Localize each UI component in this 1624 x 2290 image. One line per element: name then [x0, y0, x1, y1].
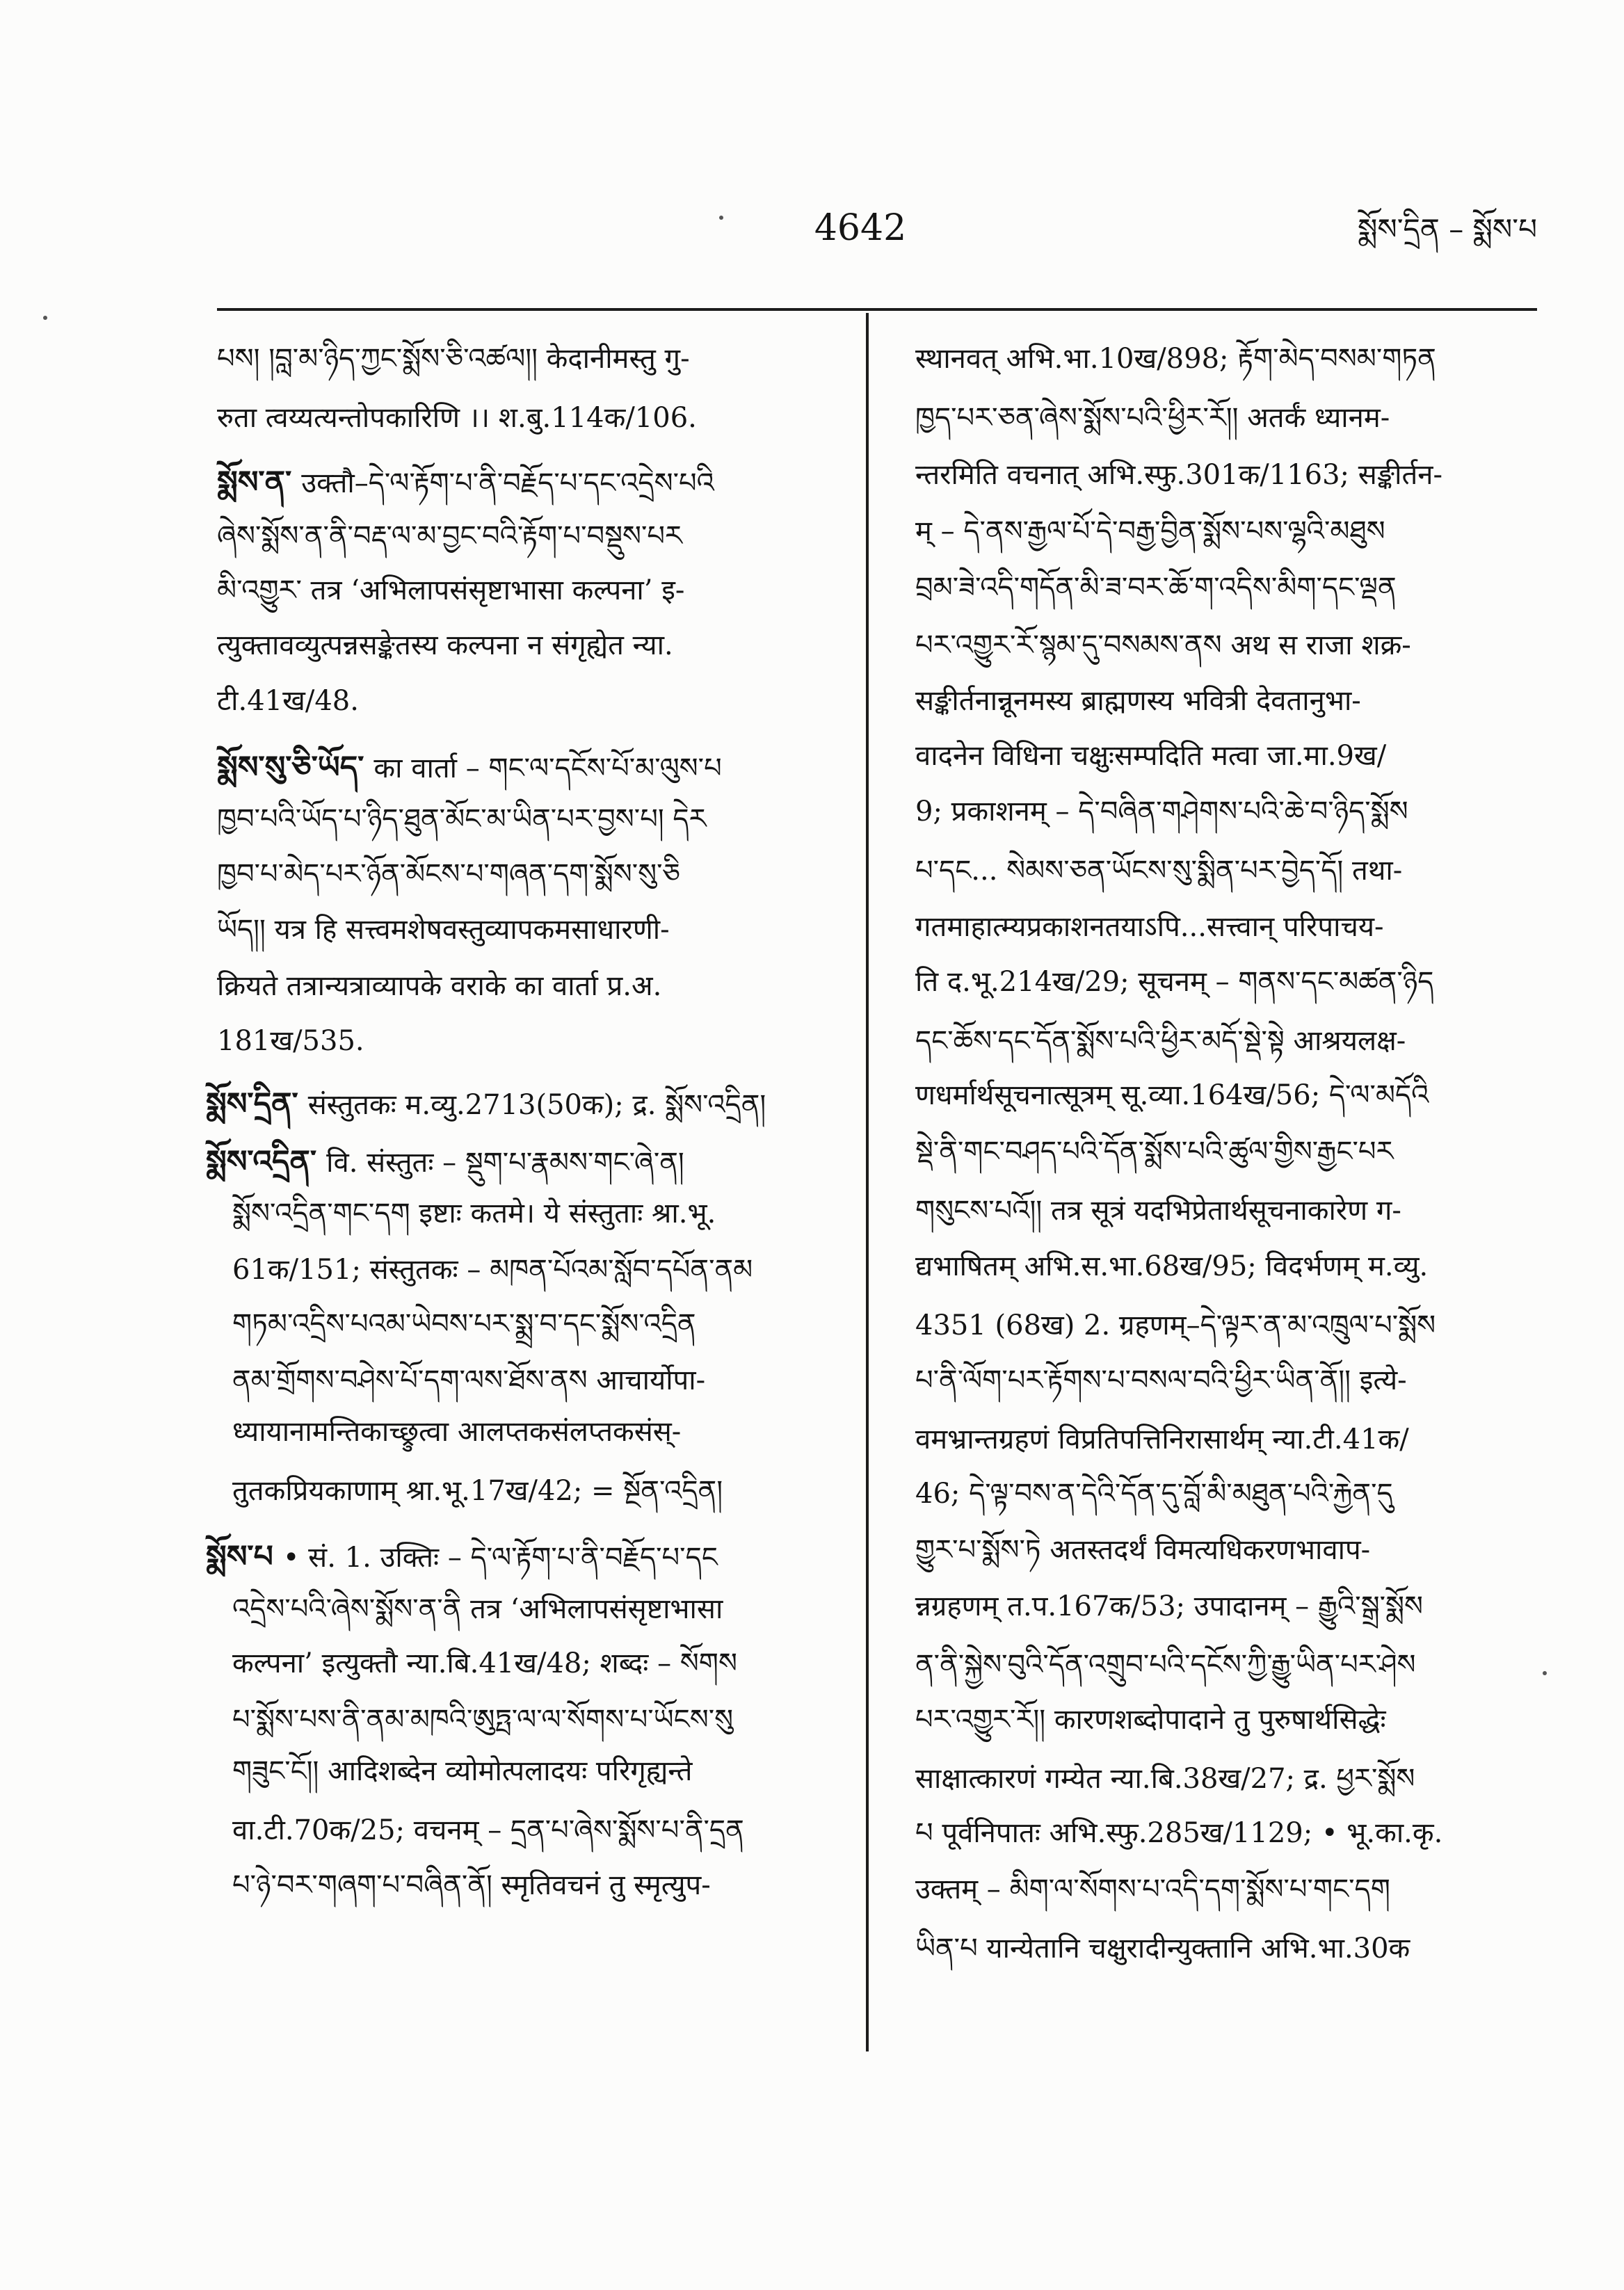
text-line — [915, 1184, 1401, 1237]
line-text: པ पूर्वनिपातः अभि.स्फु.285ख/1129; • भू.का.कृ. — [915, 1817, 1443, 1849]
line-text: ནམ་གྲོགས་བཤེས་པོ་དག་ལས་ཐོས་ནས आचार्योपा- — [232, 1364, 706, 1396]
text-line — [915, 392, 1390, 444]
line-text: གཏམ་འདྲིས་པའམ་ཡེབས་པར་སྨྲ་བ་དང་སྨོས་འདྲིན — [232, 1308, 696, 1340]
text-line — [915, 1125, 1393, 1178]
text-line — [232, 1405, 681, 1458]
text-line — [217, 848, 680, 901]
text-line — [915, 1240, 1428, 1293]
text-line — [915, 955, 1433, 1008]
line-text: པས། །བླ་མ་ཉིད་ཀྱང་སྨོས་ཅི་འཚལ།། केदानीमस्तु गु- — [217, 343, 690, 375]
line-text: तुतकप्रियकाणाम् श्रा.भू.17ख/42; = སྔོན་འདྲིན། — [232, 1475, 723, 1507]
left-column — [206, 0, 853, 2086]
text-line — [915, 1638, 1416, 1691]
line-text: उक्तौ–དེ་ལ་རྟོག་པ་ནི་བརྗོད་པ་དང་འདྲེས་པའི — [301, 467, 714, 499]
text-line — [217, 903, 670, 956]
text-line — [232, 1243, 753, 1296]
text-line — [915, 449, 1442, 501]
line-text: रुता त्वय्यत्यन्तोपकारिणि ।। श.बु.114क/106. — [217, 402, 697, 434]
line-text: कल्पना’ इत्युक्तौ न्या.बि.41ख/48; शब्दः – སོགས — [232, 1647, 737, 1679]
headword: སྨོས་སུ་ཅི་ཡོད་ — [217, 750, 364, 785]
text-line — [217, 332, 690, 385]
text-line — [217, 960, 661, 1013]
text-line — [217, 741, 722, 795]
line-text: པ་དང... སེམས་ཅན་ཡོངས་སུ་སྨིན་པར་བྱེད་དོ། तथा- — [915, 855, 1403, 887]
text-line — [232, 1465, 723, 1517]
line-text: न्नग्रहणम् त.प.167क/53; उपादानम् – རྒྱུའི་སྒྲ་སྨོས — [915, 1590, 1424, 1622]
page-number: 4642 — [814, 207, 907, 249]
line-text: པ་སྨོས་པས་ནི་ནམ་མཁའི་ཨུཏྤ་ལ་ལ་སོགས་པ་ཡོངས་སུ — [232, 1704, 734, 1736]
line-text: ཡོད།། यत्र हि सत्त्वमशेषवस्तुव्यापकमसाधारणी- — [217, 914, 670, 946]
text-line — [915, 1752, 1415, 1805]
line-text: वि. संस्तुतः – སྡུག་པ་རྣམས་གང་ཞེ་ན། — [326, 1147, 684, 1179]
line-text: མི་འགྱུར་ तत्र ‘अभिलापसंसृष्टाभासा कल्पना’ इ- — [217, 574, 685, 606]
text-line — [232, 1187, 716, 1240]
line-text: न्तरमिति वचनात् अभि.स्फु.301क/1163; सङ्कीर्तन- — [915, 459, 1442, 491]
right-column — [913, 0, 1540, 2086]
line-text: པ་ནི་ལོག་པར་རྟོགས་པ་བསལ་བའི་ཕྱིར་ཡིན་ནོ།། इत्ये- — [915, 1364, 1407, 1396]
text-line — [915, 1524, 1370, 1577]
line-text: བྲམ་ཟེ་འདི་གདོན་མི་ཟ་བར་ཆོ་ག་འདིས་མིག་དང་ལྡན — [915, 572, 1397, 604]
line-text: वा.टी.70क/25; वचनम् – དྲན་པ་ཞེས་སྨོས་པ་ནི་དྲན — [232, 1814, 744, 1846]
text-line — [915, 1580, 1423, 1633]
text-line — [232, 1745, 692, 1798]
text-line — [915, 1354, 1407, 1407]
text-line — [915, 505, 1385, 558]
headword: སྨོས་འདྲིན་ — [206, 1144, 317, 1179]
text-line — [915, 675, 1361, 727]
text-line — [915, 619, 1411, 672]
line-text: साक्षात्कारणं गम्येत न्या.बि.38ख/27; द्र. ཕྱར་སྨོས — [915, 1763, 1415, 1795]
running-head: སྨོས་དྲིན – སྨོས་པ — [1358, 212, 1537, 246]
line-text: 9; प्रकाशनम् – དེ་བཞིན་གཤེགས་པའི་ཆེ་བ་ཉིད་སྨོས — [915, 796, 1408, 828]
text-line — [915, 332, 1436, 385]
line-text: གསུངས་པའོ།། तत्र सूत्रं यदभिप्रेतार्थसूचनाकारेण ग- — [915, 1195, 1401, 1227]
text-line — [915, 729, 1386, 782]
line-text: णधर्मार्थसूचनात्सूत्रम् सू.व्या.164ख/56; དེ་ལ་མདོའི — [915, 1079, 1429, 1111]
line-text: 61क/151; संस्तुतकः – མཁན་པོའམ་སློབ་དཔོན་ནམ — [232, 1254, 753, 1286]
line-text: टी.41ख/48. — [217, 685, 359, 717]
text-line — [915, 1413, 1409, 1466]
line-text: का वार्ता – གང་ལ་དངོས་པོ་མ་ལུས་པ — [373, 752, 722, 784]
line-text: वमभ्रान्तग्रहणं विप्रतिपत्तिनिरासार्थम् न्या.टी.41क/ — [915, 1424, 1409, 1456]
line-text: क्रियते तत्रान्यत्राव्यापके वराके का वार्ता प्र.अ. — [217, 970, 662, 1002]
headword: སྨོས་པ — [206, 1539, 273, 1574]
text-line — [232, 1804, 744, 1857]
text-line — [232, 1693, 733, 1746]
scan-speck — [43, 316, 47, 320]
line-text: संस्तुतकः म.व्यु.2713(50क); द्र. སྨོས་འདྲིན། — [307, 1089, 766, 1121]
text-line — [217, 456, 714, 510]
line-text: སྡེ་ནི་གང་བཤད་པའི་དོན་སྨོས་པའི་ཚུལ་གྱིས་རྒྱང་པར — [915, 1136, 1394, 1168]
headword: སྨོས་ན་ — [217, 465, 292, 500]
line-text: འདྲེས་པའི་ཞེས་སྨོས་ན་ནི तत्र ‘अभिलापसंसृष्टाभासा — [232, 1593, 723, 1625]
text-line — [232, 1298, 696, 1350]
text-line — [217, 1015, 364, 1067]
text-line — [915, 1922, 1410, 1975]
line-text: ཡིན་པ यान्येतानि चक्षुरादीन्युक्तानि अभि.भा.30क — [915, 1933, 1410, 1965]
line-text: གྱུར་པ་སྨོས་ཏེ अतस्तदर्थं विमत्यधिकरणभावाप- — [915, 1534, 1371, 1566]
column-divider — [866, 313, 869, 2051]
line-text: द्यभाषितम् अभि.स.भा.68ख/95; विदर्भणम् म.व्यु. — [915, 1250, 1429, 1282]
text-line — [217, 510, 682, 563]
text-line — [915, 901, 1384, 953]
line-text: 181ख/535. — [217, 1025, 364, 1057]
text-line — [915, 1693, 1386, 1746]
line-text: गतमाहात्म्यप्रकाशनतयाऽपि...सत्त्वान् परिपाचय- — [915, 911, 1384, 943]
line-text: स्थानवत् अभि.भा.10ख/898; རྟོག་མེད་བསམ་གཏན — [915, 343, 1436, 375]
text-line — [232, 1354, 705, 1407]
line-text: ཁྱབ་པ་མེད་པར་ཉོན་མོངས་པ་གཞན་དག་སྨོས་སུ་ཅི — [217, 858, 680, 890]
text-line — [915, 1467, 1393, 1520]
text-line — [217, 392, 697, 444]
line-text: ཞེས་སྨོས་ན་ནི་བརྡ་ལ་མ་བྱང་བའི་རྟོག་པ་བསྡུས་པར — [217, 520, 682, 552]
line-text: सङ्कीर्तनान्नूनमस्य ब्राह्मणस्य भवित्री देवतानुभा- — [915, 685, 1361, 717]
line-text: ति द.भू.214ख/29; सूचनम् – གནས་དང་མཚན་ཉིད — [915, 966, 1434, 998]
line-text: ན་ནི་སྐྱེས་བུའི་དོན་འགྲུབ་པའི་དངོས་ཀྱི་རྒྱུ་ཡིན་པར་ཤེས — [915, 1649, 1416, 1681]
text-line — [915, 1863, 1390, 1916]
line-text: དང་ཆོས་དང་དོན་སྨོས་པའི་ཕྱིར་མདོ་སྡེ་སྟེ आश्रयलक्ष- — [915, 1025, 1406, 1057]
text-line — [232, 1583, 723, 1636]
text-line — [232, 1859, 711, 1912]
line-text: པར་འགྱུར་རོ་སྙམ་དུ་བསམས་ནས अथ स राजा शक्र- — [915, 629, 1411, 661]
line-text: པར་འགྱུར་རོ།། कारणशब्दोपादाने तु पुरुषार्थसिद्धेः — [915, 1704, 1386, 1736]
text-line — [915, 785, 1408, 838]
line-text: ཁྱབ་པའི་ཡོད་པ་ཉིད་ཐུན་མོང་མ་ཡིན་པར་བྱས་པ། དེར — [217, 803, 707, 835]
text-line — [217, 564, 684, 617]
line-text: 4351 (68ख) 2. ग्रहणम्–དེ་ལྟར་ན་མ་འཁྲུལ་པ་སྨོས — [915, 1309, 1436, 1341]
text-line — [915, 1069, 1429, 1122]
text-line — [206, 1136, 684, 1189]
line-text: གཟུང་ངོ།། आदिशब्देन व्योमोत्पलादयः परिगृह्यन्ते — [232, 1755, 693, 1787]
text-line — [217, 619, 673, 672]
text-line — [232, 1637, 737, 1690]
line-text: ध्यायानामन्तिकाच्छ्रुत्वा आलप्तकसंलप्तकसंस्- — [232, 1416, 682, 1448]
line-text: उक्तम् – མིག་ལ་སོགས་པ་འདི་དག་སྨོས་པ་གང་དག — [915, 1873, 1390, 1905]
text-line — [915, 1015, 1406, 1067]
text-line — [206, 1531, 718, 1584]
line-text: म् – དེ་ནས་རྒྱལ་པོ་དེ་བརྒྱ་བྱིན་སྨོས་པས་ལྷའི་མཐུས — [915, 515, 1385, 547]
line-text: པ་ཉེ་བར་གཞག་པ་བཞིན་ནོ། स्मृतिवचनं तु स्मृत्युप- — [232, 1869, 711, 1901]
line-text: त्युक्तावव्युत्पन्नसङ्केतस्य कल्पना न संगृह्येत न्या. — [217, 629, 673, 661]
text-line — [915, 561, 1397, 614]
line-text: ཁྱད་པར་ཅན་ཞེས་སྨོས་པའི་ཕྱིར་རོ།། अतर्कं ध्यानम- — [915, 402, 1390, 434]
text-line — [915, 1807, 1442, 1860]
line-text: སྨོས་འདྲིན་གང་དག इष्टाः कतमे। ये संस्तुताः श्रा.भू. — [232, 1198, 716, 1229]
headword: སྨོས་དྲིན་ — [206, 1086, 298, 1122]
line-text: 46; དེ་ལྟ་བས་ན་དེའི་དོན་དུ་བློ་མི་མཐུན་པའི་རྐྱེན་དུ — [915, 1478, 1393, 1510]
text-line — [217, 675, 359, 727]
text-line — [206, 1078, 766, 1131]
line-text: • सं. 1. उक्तिः – དེ་ལ་རྟོག་པ་ནི་བརྗོད་པ་དང — [282, 1542, 718, 1574]
text-line — [915, 844, 1402, 897]
scan-speck — [1543, 1671, 1547, 1675]
text-line — [915, 1299, 1436, 1352]
text-line — [217, 793, 707, 846]
line-text: वादनेन विधिना चक्षुःसम्पदिति मत्वा जा.मा.9ख/ — [915, 740, 1387, 772]
